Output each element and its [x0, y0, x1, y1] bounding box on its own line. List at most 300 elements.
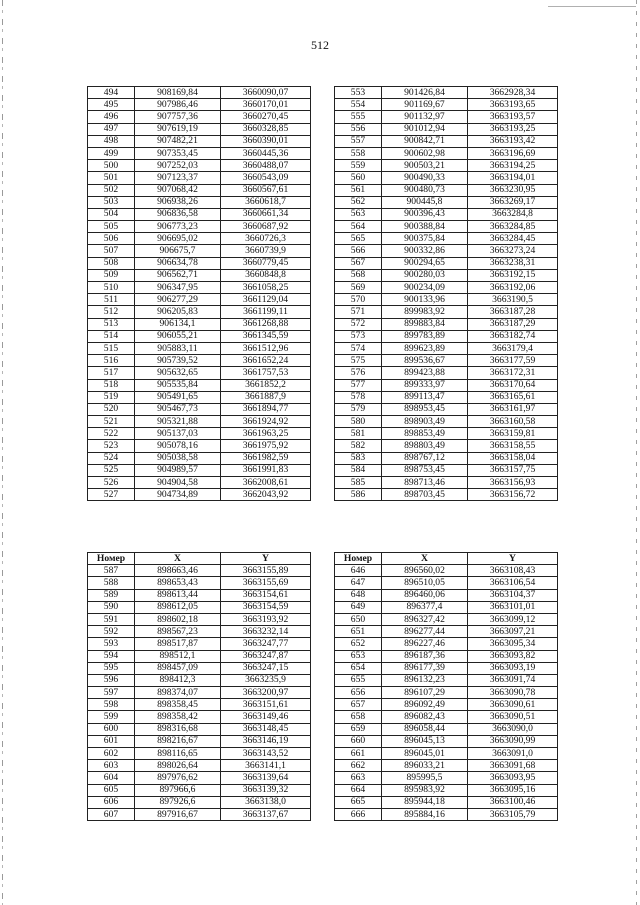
- table-row: [88, 464, 311, 476]
- table-row: [335, 367, 558, 379]
- y-coordinate: 3663187,28: [468, 306, 558, 318]
- point-number: 509: [88, 269, 135, 281]
- x-coordinate: 898602,18: [135, 613, 221, 625]
- point-number: 515: [88, 342, 135, 354]
- header-x: X: [382, 553, 468, 565]
- x-coordinate: 898903,49: [382, 416, 468, 428]
- point-number: 593: [88, 638, 135, 650]
- header-num: Номер: [88, 553, 135, 565]
- point-number: 569: [335, 282, 382, 294]
- y-coordinate: 3663090,61: [468, 699, 558, 711]
- point-number: 660: [335, 735, 382, 747]
- point-number: 527: [88, 489, 135, 501]
- y-coordinate: 3663273,24: [468, 245, 558, 257]
- y-coordinate: 3661512,96: [221, 342, 311, 354]
- table-row: [88, 135, 311, 147]
- point-number: 502: [88, 184, 135, 196]
- x-coordinate: 897916,67: [135, 808, 221, 820]
- point-number: 496: [88, 111, 135, 123]
- point-number: 583: [335, 452, 382, 464]
- point-number: 666: [335, 808, 382, 820]
- y-coordinate: 3663100,46: [468, 796, 558, 808]
- table-row: [88, 416, 311, 428]
- point-number: 512: [88, 306, 135, 318]
- point-number: 555: [335, 111, 382, 123]
- y-coordinate: 3663190,5: [468, 294, 558, 306]
- point-number: 658: [335, 711, 382, 723]
- y-coordinate: 3663235,9: [221, 674, 311, 686]
- y-coordinate: 3663232,14: [221, 626, 311, 638]
- table-row: [335, 650, 558, 662]
- table-row: [335, 135, 558, 147]
- y-coordinate: 3663148,45: [221, 723, 311, 735]
- table-row: [88, 577, 311, 589]
- y-coordinate: 3663091,68: [468, 760, 558, 772]
- y-coordinate: 3663091,74: [468, 674, 558, 686]
- x-coordinate: 896187,36: [382, 650, 468, 662]
- point-number: 662: [335, 760, 382, 772]
- y-coordinate: 3660567,61: [221, 184, 311, 196]
- y-coordinate: 3660328,85: [221, 123, 311, 135]
- x-coordinate: 906277,29: [135, 294, 221, 306]
- x-coordinate: 906347,95: [135, 282, 221, 294]
- point-number: 588: [88, 577, 135, 589]
- point-number: 568: [335, 269, 382, 281]
- table-row: [88, 391, 311, 403]
- table-row: [335, 99, 558, 111]
- x-coordinate: 896510,05: [382, 577, 468, 589]
- point-number: 665: [335, 796, 382, 808]
- y-coordinate: 3663177,59: [468, 355, 558, 367]
- point-number: 648: [335, 589, 382, 601]
- table-row: [88, 613, 311, 625]
- point-number: 592: [88, 626, 135, 638]
- point-number: 562: [335, 196, 382, 208]
- y-coordinate: 3660848,8: [221, 269, 311, 281]
- table-row: [335, 626, 558, 638]
- x-coordinate: 896327,42: [382, 613, 468, 625]
- point-number: 498: [88, 135, 135, 147]
- point-number: 646: [335, 565, 382, 577]
- y-coordinate: 3663156,93: [468, 477, 558, 489]
- table-body: [88, 565, 311, 821]
- table-row: [88, 147, 311, 159]
- point-number: 589: [88, 589, 135, 601]
- point-number: 598: [88, 699, 135, 711]
- x-coordinate: 906695,02: [135, 233, 221, 245]
- point-number: 601: [88, 735, 135, 747]
- x-coordinate: 907986,46: [135, 99, 221, 111]
- point-number: 507: [88, 245, 135, 257]
- y-coordinate: 3661345,59: [221, 330, 311, 342]
- table-row: [335, 306, 558, 318]
- table-header: [335, 553, 558, 565]
- table-row: [88, 330, 311, 342]
- table-row: [88, 452, 311, 464]
- x-coordinate: 906205,83: [135, 306, 221, 318]
- y-coordinate: 3660726,3: [221, 233, 311, 245]
- y-coordinate: 3660090,07: [221, 87, 311, 99]
- point-number: 647: [335, 577, 382, 589]
- table-row: [88, 111, 311, 123]
- table-row: [335, 748, 558, 760]
- point-number: 602: [88, 748, 135, 760]
- x-coordinate: 896045,01: [382, 748, 468, 760]
- x-coordinate: 905883,11: [135, 342, 221, 354]
- point-number: 500: [88, 160, 135, 172]
- table-row: [88, 184, 311, 196]
- point-number: 566: [335, 245, 382, 257]
- x-coordinate: 896058,44: [382, 723, 468, 735]
- x-coordinate: 898216,67: [135, 735, 221, 747]
- x-coordinate: 907757,36: [135, 111, 221, 123]
- table-row: [88, 172, 311, 184]
- point-number: 553: [335, 87, 382, 99]
- table-row: [88, 123, 311, 135]
- point-number: 654: [335, 662, 382, 674]
- y-coordinate: 3660779,45: [221, 257, 311, 269]
- y-coordinate: 3660661,34: [221, 208, 311, 220]
- x-coordinate: 900445,8: [382, 196, 468, 208]
- x-coordinate: 898026,64: [135, 760, 221, 772]
- x-coordinate: 906675,7: [135, 245, 221, 257]
- y-coordinate: 3663138,0: [221, 796, 311, 808]
- x-coordinate: 896107,29: [382, 687, 468, 699]
- y-coordinate: 3661991,83: [221, 464, 311, 476]
- table-row: [335, 330, 558, 342]
- table-row: [88, 626, 311, 638]
- x-coordinate: 900294,65: [382, 257, 468, 269]
- y-coordinate: 3661268,88: [221, 318, 311, 330]
- point-number: 653: [335, 650, 382, 662]
- header-row: [335, 553, 558, 565]
- y-coordinate: 3663106,54: [468, 577, 558, 589]
- table-row: [335, 342, 558, 354]
- x-coordinate: 900234,09: [382, 282, 468, 294]
- point-number: 600: [88, 723, 135, 735]
- x-coordinate: 896082,43: [382, 711, 468, 723]
- page-number: 512: [311, 38, 329, 52]
- table-row: [335, 735, 558, 747]
- y-coordinate: 3663284,85: [468, 221, 558, 233]
- y-coordinate: 3663091,0: [468, 748, 558, 760]
- point-number: 526: [88, 477, 135, 489]
- table-row: [335, 772, 558, 784]
- x-coordinate: 898358,42: [135, 711, 221, 723]
- point-number: 657: [335, 699, 382, 711]
- y-coordinate: 3663193,65: [468, 99, 558, 111]
- point-number: 516: [88, 355, 135, 367]
- x-coordinate: 898316,68: [135, 723, 221, 735]
- y-coordinate: 3663193,25: [468, 123, 558, 135]
- x-coordinate: 899883,84: [382, 318, 468, 330]
- table-row: [88, 772, 311, 784]
- y-coordinate: 3663149,46: [221, 711, 311, 723]
- x-coordinate: 905038,58: [135, 452, 221, 464]
- y-coordinate: 3663090,78: [468, 687, 558, 699]
- x-coordinate: 900375,84: [382, 233, 468, 245]
- point-number: 494: [88, 87, 135, 99]
- x-coordinate: 907068,42: [135, 184, 221, 196]
- x-coordinate: 899333,97: [382, 379, 468, 391]
- point-number: 649: [335, 601, 382, 613]
- point-number: 603: [88, 760, 135, 772]
- point-number: 650: [335, 613, 382, 625]
- point-number: 564: [335, 221, 382, 233]
- x-coordinate: 900388,84: [382, 221, 468, 233]
- y-coordinate: 3663105,79: [468, 808, 558, 820]
- x-coordinate: 896033,21: [382, 760, 468, 772]
- y-coordinate: 3663194,25: [468, 160, 558, 172]
- point-number: 523: [88, 440, 135, 452]
- y-coordinate: 3663155,69: [221, 577, 311, 589]
- table-row: [88, 403, 311, 415]
- y-coordinate: 3663182,74: [468, 330, 558, 342]
- x-coordinate: 906938,26: [135, 196, 221, 208]
- table-body: [88, 87, 311, 501]
- y-coordinate: 3663160,58: [468, 416, 558, 428]
- table-row: [335, 87, 558, 99]
- point-number: 495: [88, 99, 135, 111]
- x-coordinate: 896045,13: [382, 735, 468, 747]
- y-coordinate: 3663090,51: [468, 711, 558, 723]
- point-number: 556: [335, 123, 382, 135]
- y-coordinate: 3661975,92: [221, 440, 311, 452]
- y-coordinate: 3660687,92: [221, 221, 311, 233]
- x-coordinate: 895884,16: [382, 808, 468, 820]
- table-row: [88, 638, 311, 650]
- y-coordinate: 3663230,95: [468, 184, 558, 196]
- y-coordinate: 3663095,34: [468, 638, 558, 650]
- table-row: [88, 196, 311, 208]
- x-coordinate: 906836,58: [135, 208, 221, 220]
- y-coordinate: 3663196,69: [468, 147, 558, 159]
- header-row: [88, 553, 311, 565]
- header-x: X: [135, 553, 221, 565]
- table-row: [88, 650, 311, 662]
- point-number: 661: [335, 748, 382, 760]
- x-coordinate: 898663,46: [135, 565, 221, 577]
- x-coordinate: 898517,87: [135, 638, 221, 650]
- header-y: Y: [468, 553, 558, 565]
- x-coordinate: 907123,37: [135, 172, 221, 184]
- y-coordinate: 3663155,89: [221, 565, 311, 577]
- table-row: [335, 257, 558, 269]
- y-coordinate: 3661982,59: [221, 452, 311, 464]
- x-coordinate: 898374,07: [135, 687, 221, 699]
- point-number: 570: [335, 294, 382, 306]
- point-number: 579: [335, 403, 382, 415]
- y-coordinate: 3663146,19: [221, 735, 311, 747]
- point-number: 520: [88, 403, 135, 415]
- y-coordinate: 3663238,31: [468, 257, 558, 269]
- table-row: [335, 355, 558, 367]
- y-coordinate: 3663159,81: [468, 428, 558, 440]
- x-coordinate: 904904,58: [135, 477, 221, 489]
- x-coordinate: 904989,57: [135, 464, 221, 476]
- point-number: 501: [88, 172, 135, 184]
- x-coordinate: 907619,19: [135, 123, 221, 135]
- y-coordinate: 3663165,61: [468, 391, 558, 403]
- y-coordinate: 3663141,1: [221, 760, 311, 772]
- x-coordinate: 905321,88: [135, 416, 221, 428]
- table-row: [88, 589, 311, 601]
- y-coordinate: 3663179,4: [468, 342, 558, 354]
- y-coordinate: 3663139,64: [221, 772, 311, 784]
- table-row: [88, 711, 311, 723]
- point-number: 590: [88, 601, 135, 613]
- table-row: [88, 379, 311, 391]
- y-coordinate: 3663143,52: [221, 748, 311, 760]
- x-coordinate: 905739,52: [135, 355, 221, 367]
- point-number: 517: [88, 367, 135, 379]
- y-coordinate: 3663158,04: [468, 452, 558, 464]
- x-coordinate: 900842,71: [382, 135, 468, 147]
- x-coordinate: 905535,84: [135, 379, 221, 391]
- y-coordinate: 3660488,07: [221, 160, 311, 172]
- x-coordinate: 906773,23: [135, 221, 221, 233]
- x-coordinate: 895944,18: [382, 796, 468, 808]
- table-body: [335, 87, 558, 501]
- y-coordinate: 3663247,15: [221, 662, 311, 674]
- table-row: [335, 160, 558, 172]
- x-coordinate: 896277,44: [382, 626, 468, 638]
- table-row: [88, 221, 311, 233]
- table-row: [88, 760, 311, 772]
- y-coordinate: 3660618,7: [221, 196, 311, 208]
- x-coordinate: 908169,84: [135, 87, 221, 99]
- point-number: 518: [88, 379, 135, 391]
- x-coordinate: 898457,09: [135, 662, 221, 674]
- coordinates-table-bottom-right: [334, 552, 558, 821]
- table-row: [335, 233, 558, 245]
- table-row: [335, 294, 558, 306]
- table-row: [88, 440, 311, 452]
- table-row: [335, 269, 558, 281]
- y-coordinate: 3661894,77: [221, 403, 311, 415]
- y-coordinate: 3663247,77: [221, 638, 311, 650]
- table-row: [88, 342, 311, 354]
- table-row: [88, 99, 311, 111]
- y-coordinate: 3662928,34: [468, 87, 558, 99]
- point-number: 567: [335, 257, 382, 269]
- table-row: [335, 613, 558, 625]
- table-row: [335, 282, 558, 294]
- y-coordinate: 3663284,8: [468, 208, 558, 220]
- table-row: [335, 184, 558, 196]
- y-coordinate: 3663093,82: [468, 650, 558, 662]
- y-coordinate: 3663193,92: [221, 613, 311, 625]
- header-num: Номер: [335, 553, 382, 565]
- point-number: 604: [88, 772, 135, 784]
- y-coordinate: 3661852,2: [221, 379, 311, 391]
- y-coordinate: 3663101,01: [468, 601, 558, 613]
- x-coordinate: 898653,43: [135, 577, 221, 589]
- x-coordinate: 898612,05: [135, 601, 221, 613]
- x-coordinate: 897966,6: [135, 784, 221, 796]
- y-coordinate: 3663158,55: [468, 440, 558, 452]
- point-number: 561: [335, 184, 382, 196]
- table-row: [88, 428, 311, 440]
- point-number: 582: [335, 440, 382, 452]
- x-coordinate: 898767,12: [382, 452, 468, 464]
- point-number: 596: [88, 674, 135, 686]
- point-number: 574: [335, 342, 382, 354]
- y-coordinate: 3663194,01: [468, 172, 558, 184]
- x-coordinate: 898358,45: [135, 699, 221, 711]
- y-coordinate: 3663093,95: [468, 772, 558, 784]
- table-row: [335, 601, 558, 613]
- x-coordinate: 898512,1: [135, 650, 221, 662]
- y-coordinate: 3660739,9: [221, 245, 311, 257]
- table-row: [335, 577, 558, 589]
- x-coordinate: 904734,89: [135, 489, 221, 501]
- table-row: [335, 674, 558, 686]
- point-number: 514: [88, 330, 135, 342]
- x-coordinate: 899783,89: [382, 330, 468, 342]
- y-coordinate: 3661058,25: [221, 282, 311, 294]
- y-coordinate: 3660445,36: [221, 147, 311, 159]
- x-coordinate: 898613,44: [135, 589, 221, 601]
- point-number: 506: [88, 233, 135, 245]
- y-coordinate: 3663108,43: [468, 565, 558, 577]
- table-row: [335, 589, 558, 601]
- x-coordinate: 899983,92: [382, 306, 468, 318]
- x-coordinate: 898116,65: [135, 748, 221, 760]
- x-coordinate: 898703,45: [382, 489, 468, 501]
- x-coordinate: 899623,89: [382, 342, 468, 354]
- table-row: [88, 687, 311, 699]
- x-coordinate: 906134,1: [135, 318, 221, 330]
- point-number: 510: [88, 282, 135, 294]
- y-coordinate: 3663154,59: [221, 601, 311, 613]
- x-coordinate: 905491,65: [135, 391, 221, 403]
- point-number: 497: [88, 123, 135, 135]
- y-coordinate: 3663247,87: [221, 650, 311, 662]
- point-number: 580: [335, 416, 382, 428]
- y-coordinate: 3663157,75: [468, 464, 558, 476]
- point-number: 572: [335, 318, 382, 330]
- x-coordinate: 900480,73: [382, 184, 468, 196]
- x-coordinate: 900503,21: [382, 160, 468, 172]
- table-row: [335, 440, 558, 452]
- point-number: 581: [335, 428, 382, 440]
- y-coordinate: 3661129,04: [221, 294, 311, 306]
- table-row: [335, 638, 558, 650]
- table-row: [88, 748, 311, 760]
- y-coordinate: 3663170,64: [468, 379, 558, 391]
- table-row: [88, 662, 311, 674]
- table-row: [88, 489, 311, 501]
- point-number: 521: [88, 416, 135, 428]
- x-coordinate: 906055,21: [135, 330, 221, 342]
- y-coordinate: 3663192,15: [468, 269, 558, 281]
- point-number: 522: [88, 428, 135, 440]
- table-row: [335, 477, 558, 489]
- table-row: [335, 699, 558, 711]
- y-coordinate: 3660270,45: [221, 111, 311, 123]
- table-row: [335, 760, 558, 772]
- point-number: 558: [335, 147, 382, 159]
- table-row: [335, 428, 558, 440]
- point-number: 607: [88, 808, 135, 820]
- point-number: 597: [88, 687, 135, 699]
- x-coordinate: 901169,67: [382, 99, 468, 111]
- y-coordinate: 3663193,57: [468, 111, 558, 123]
- x-coordinate: 896377,4: [382, 601, 468, 613]
- table-row: [335, 452, 558, 464]
- table-row: [88, 699, 311, 711]
